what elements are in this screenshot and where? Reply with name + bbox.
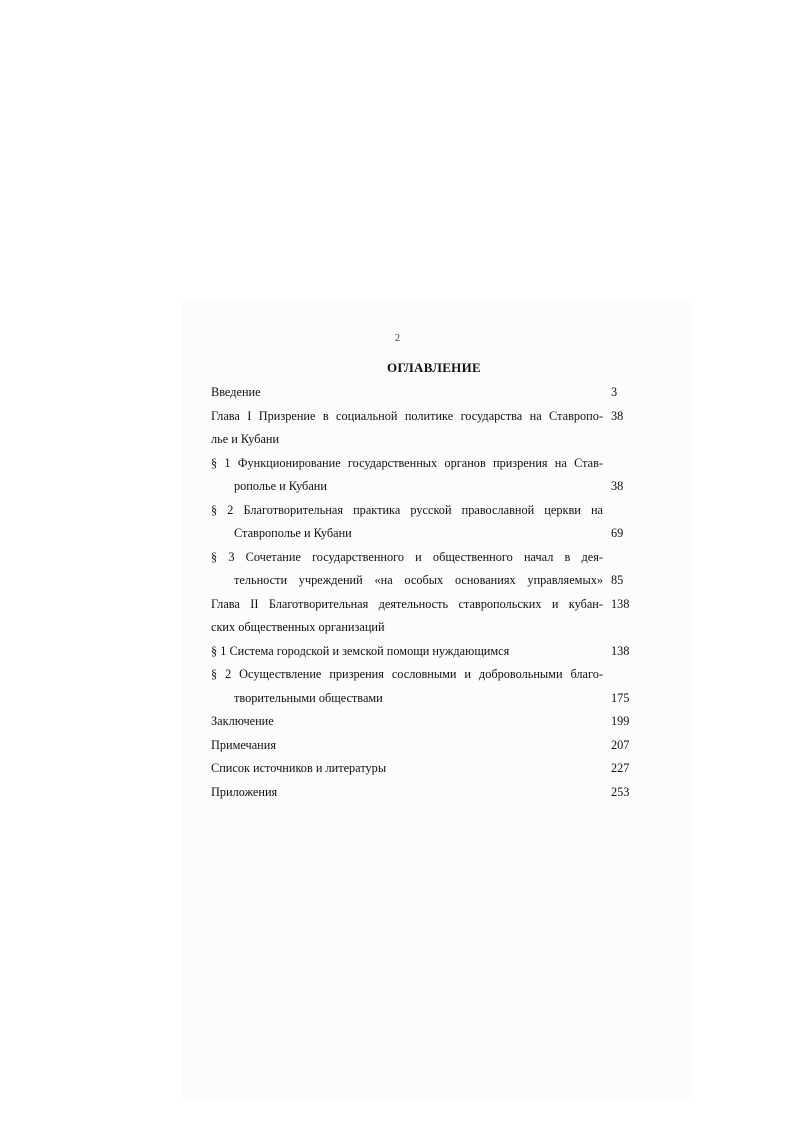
toc-entry-page: 38 [611,479,624,493]
toc-entry-line: § 3 Сочетание государственного и общественного начал в дея- [211,549,603,564]
toc-entry-introduction [211,381,651,405]
toc-entry-line: Введение [211,385,261,399]
toc-entry-page: 253 [611,784,630,799]
toc-entry-line: Ставрополье и Кубани [234,526,352,540]
toc-entry-page: 85 [611,573,624,587]
toc-entry-line: Заключение [211,714,274,728]
toc-entry-line: Глава I Призрение в социальной политике государства на Ставропо- [211,408,603,423]
toc-entry-page: 199 [611,714,630,728]
toc-entry-line: ских общественных организаций [211,620,385,634]
table-of-contents [211,381,651,804]
toc-entry-chapter-1-section-2 [211,499,651,546]
toc-entry-notes [211,734,651,758]
toc-entry-page: 138 [611,596,630,611]
toc-entry-chapter-1-section-3 [211,546,651,593]
toc-entry-chapter-2-section-2 [211,663,651,710]
toc-entry-page: 207 [611,737,630,752]
toc-entry-line: творительными обществами [234,690,383,705]
toc-entry-page: 175 [611,690,630,705]
toc-entry-line: § 2 Благотворительная практика русской православной церкви на [211,502,603,517]
toc-entry-page: 138 [611,643,630,658]
toc-entry-line: Глава II Благотворительная деятельность ставропольских и кубан- [211,596,603,611]
toc-entry-line: Список источников и литературы [211,761,387,775]
toc-entry-line: § 2 Осуществление призрения сословными и добровольными благо- [211,667,603,681]
page-title: ОГЛАВЛЕНИЕ [387,360,481,375]
toc-entry-line: Примечания [211,737,277,752]
toc-entry-conclusion [211,710,651,734]
toc-entry-line: Приложения [211,784,278,799]
toc-entry-line: § 1 Система городской и земской помощи нуждающимся [211,643,510,658]
page-number: 2 [395,333,400,344]
toc-entry-page: 38 [611,408,624,423]
toc-entry-line: тельности учреждений «на особых основаниях управляемых» [234,573,603,587]
toc-entry-page: 69 [611,526,624,540]
toc-entry-page: 3 [611,385,618,399]
toc-entry-page: 227 [611,761,630,775]
toc-entry-chapter-1-section-1 [211,452,651,499]
toc-entry-appendices [211,781,651,805]
toc-entry-line: § 1 Функционирование государственных органов призрения на Став- [211,455,603,470]
toc-entry-chapter-1 [211,405,651,452]
toc-entry-line: лье и Кубани [211,432,280,446]
toc-entry-bibliography [211,757,651,781]
toc-entry-chapter-2-section-1 [211,640,651,664]
toc-entry-line: рополье и Кубани [234,479,327,493]
toc-entry-chapter-2 [211,593,651,640]
